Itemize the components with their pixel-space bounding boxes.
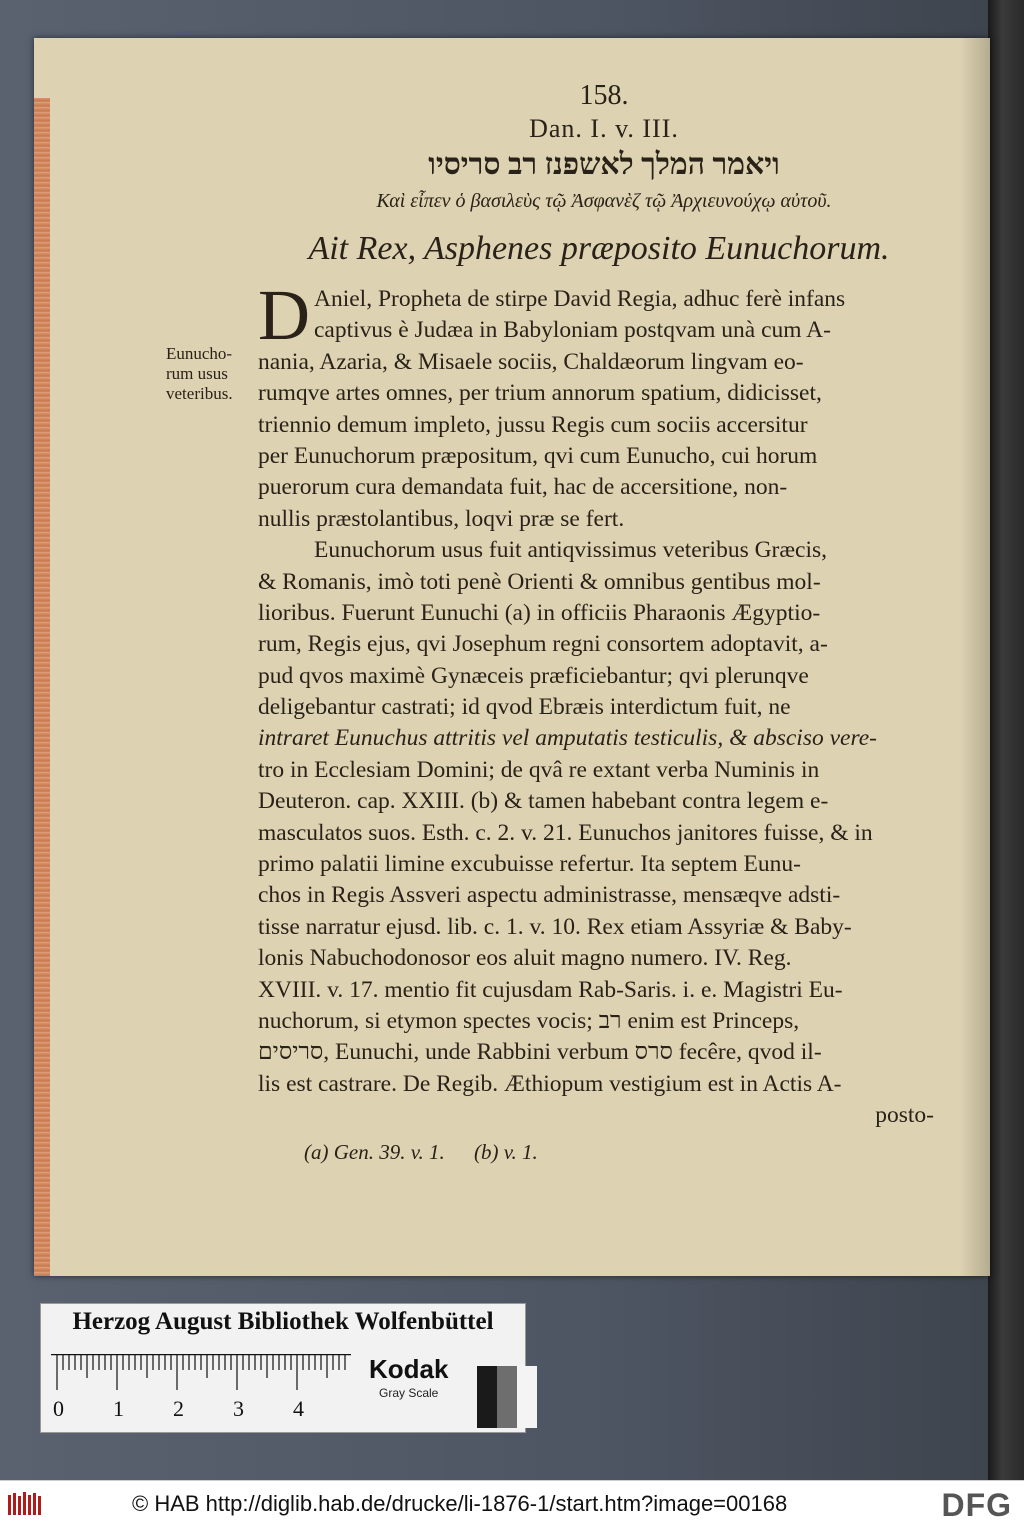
ruler-scale <box>51 1354 351 1394</box>
library-name: Herzog August Bibliothek Wolfenbüttel <box>72 1308 494 1335</box>
swatch-white <box>517 1366 537 1428</box>
text-line: primo palatii limine excubuisse refertur. Ita septem Eunu- <box>258 851 801 878</box>
hebrew-verse: ויאמר המלך לאשפנז רב סריסיו <box>428 148 780 181</box>
footer-bar <box>0 1480 1024 1529</box>
greek-verse: Καὶ εἶπεν ὁ βασιλεὺς τῷ Ἀσφανὲζ τῷ Ἀρχιευνούχῳ αὐτοῦ. <box>376 190 832 212</box>
drop-cap: D <box>258 275 310 355</box>
catchword: posto- <box>875 1102 934 1129</box>
latin-heading: Ait Rex, Asphenes præposito Eunuchorum. <box>308 230 890 267</box>
text-line: puerorum cura demandata fuit, hac de accersitione, non- <box>258 474 788 501</box>
text-block <box>224 80 944 1165</box>
text-line: chos in Regis Assveri aspectu administrasse, mensæqve adsti- <box>258 882 841 909</box>
text-line: Aniel, Propheta de stirpe David Regia, adhuc ferè infans <box>314 286 846 312</box>
margin-note-line: veteribus. <box>166 384 233 403</box>
text-line: lonis Nabuchodonosor eos aluit magno numero. IV. Reg. <box>258 945 792 972</box>
text-line: captivus è Judæa in Babyloniam postqvam unà cum A- <box>314 317 831 344</box>
copyright-url[interactable]: © HAB http://diglib.hab.de/drucke/li-1876-1/start.htm?image=00168 <box>132 1491 788 1516</box>
text-line: pud qvos maximè Gynæceis præficiebantur; qvi plerunqve <box>258 662 809 689</box>
hab-logo-icon <box>6 1491 46 1517</box>
text-line: & Romanis, imò toti penè Orienti & omnibus gentibus mol- <box>258 568 821 595</box>
text-line: nullis præstolantibus, loqvi præ se fert. <box>258 505 625 532</box>
ruler-number: 3 <box>233 1396 244 1421</box>
text-line: triennio demum impleto, jussu Regis cum sociis accersitur <box>258 411 808 438</box>
text-line: lioribus. Fuerunt Eunuchi (a) in officiis Pharaonis Ægyptio- <box>258 599 821 626</box>
margin-note-line: rum usus <box>166 364 228 383</box>
text-line: XVIII. v. 17. mentio fit cujusdam Rab-Saris. i. e. Magistri Eu- <box>258 976 843 1003</box>
ruler-number: 4 <box>293 1396 304 1421</box>
page-gutter-shadow <box>960 38 990 1276</box>
text-line: masculatos suos. Esth. c. 2. v. 21. Eunuchos janitores fuisse, & in <box>258 819 873 846</box>
swatch-gray <box>497 1366 517 1428</box>
page-edge-color <box>34 98 50 1276</box>
ruler-number: 0 <box>53 1396 64 1421</box>
book-spine-edge <box>988 0 1024 1480</box>
kodak-brand: Kodak <box>369 1354 449 1384</box>
text-line: tisse narratur ejusd. lib. c. 1. v. 10. Rex etiam Assyriæ & Baby- <box>258 913 852 940</box>
text-line: nuchorum, si etymon spectes vocis; רב enim est Princeps, <box>258 1007 800 1034</box>
swatch-black <box>477 1366 497 1428</box>
text-line: lis est castrare. De Regib. Æthiopum vestigium est in Actis A- <box>258 1070 842 1097</box>
paragraph-1 <box>258 275 944 535</box>
text-line: Deuteron. cap. XXIII. (b) & tamen habebant contra legem e- <box>258 788 829 815</box>
color-target-card <box>40 1303 526 1433</box>
gray-swatches <box>477 1366 537 1428</box>
footnotes <box>304 1140 944 1165</box>
text-line: סריסים, Eunuchi, unde Rabbini verbum סרס fecêre, qvod il- <box>258 1039 822 1066</box>
dfg-logo: DFG <box>941 1487 1012 1523</box>
margin-note-line: Eunucho- <box>166 344 233 363</box>
text-line: rum, Regis ejus, qvi Josephum regni consortem adoptavit, a- <box>258 631 828 658</box>
text-line: rumqve artes omnes, per trium annorum spatium, didicisset, <box>258 380 822 407</box>
text-line: intraret Eunuchus attritis vel amputatis testiculis, & absciso vere- <box>258 725 877 752</box>
gray-scale-label: Gray Scale <box>379 1386 439 1400</box>
text-line: per Eunuchorum præpositum, qvi cum Eunucho, cui horum <box>258 442 818 469</box>
footnote-a: (a) Gen. 39. v. 1. <box>304 1139 445 1164</box>
text-line: Eunuchorum usus fuit antiqvissimus veteribus Græcis, <box>314 537 828 564</box>
ruler-number: 2 <box>173 1396 184 1421</box>
text-line: nania, Azaria, & Misaele sociis, Chaldæorum lingvam eo- <box>258 348 804 375</box>
ruler-number: 1 <box>113 1396 124 1421</box>
text-line: deligebantur castrati; id qvod Ebræis interdictum fuit, ne <box>258 694 791 721</box>
bible-reference: Dan. I. v. III. <box>529 114 679 143</box>
text-line: tro in Ecclesiam Domini; de qvâ re extant verba Numinis in <box>258 756 820 783</box>
footnote-b: (b) v. 1. <box>474 1139 538 1164</box>
page-number: 158. <box>579 80 629 111</box>
paragraph-2 <box>258 535 944 1131</box>
